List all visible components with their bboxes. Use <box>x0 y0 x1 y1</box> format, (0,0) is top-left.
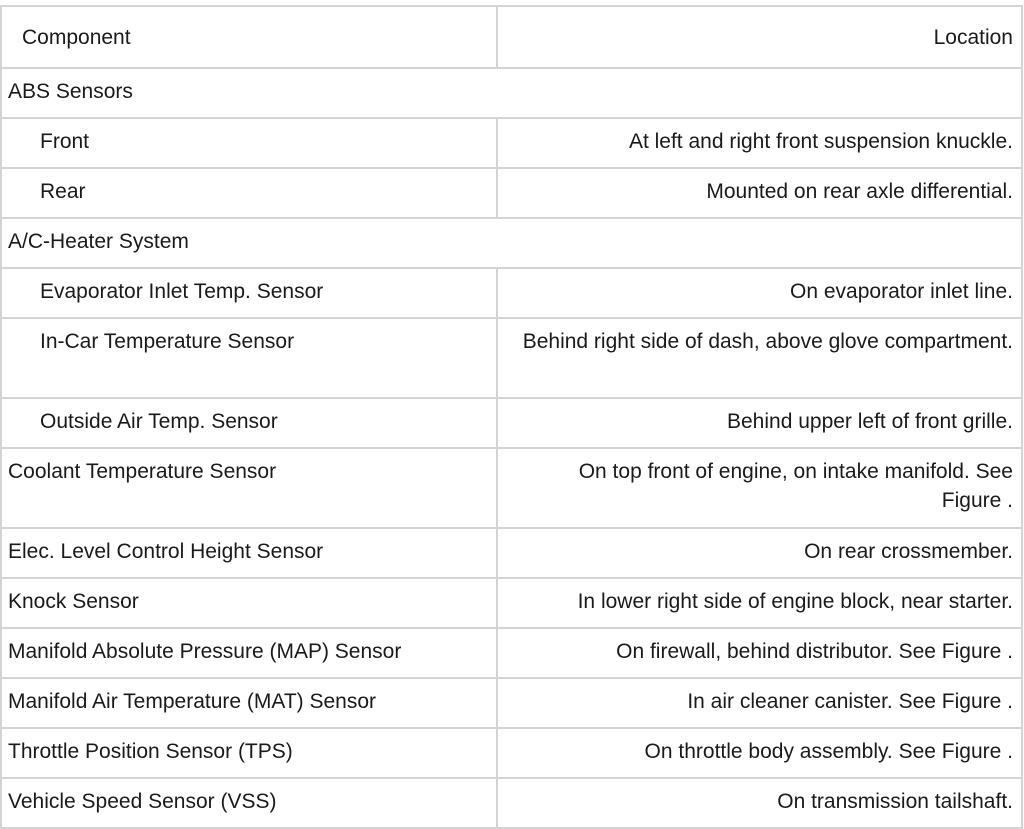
location-cell: On throttle body assembly. See Figure . <box>497 728 1022 778</box>
table-row <box>1 168 1022 218</box>
table-row <box>1 398 1022 448</box>
component-cell: Manifold Absolute Pressure (MAP) Sensor <box>1 628 497 678</box>
component-cell: Vehicle Speed Sensor (VSS) <box>1 778 497 828</box>
location-cell: On firewall, behind distributor. See Figure . <box>497 628 1022 678</box>
header-component: Component <box>1 6 497 68</box>
component-cell: Knock Sensor <box>1 578 497 628</box>
table-row <box>1 268 1022 318</box>
component-cell: Elec. Level Control Height Sensor <box>1 528 497 578</box>
group-row <box>1 218 1022 268</box>
component-cell: Rear <box>1 168 497 218</box>
location-cell: In air cleaner canister. See Figure . <box>497 678 1022 728</box>
component-cell: Front <box>1 118 497 168</box>
header-location: Location <box>497 6 1022 68</box>
location-cell: Behind upper left of front grille. <box>497 398 1022 448</box>
location-cell: In lower right side of engine block, near starter. <box>497 578 1022 628</box>
group-row <box>1 68 1022 118</box>
group-label: ABS Sensors <box>1 68 1022 118</box>
location-cell: Behind right side of dash, above glove compartment. <box>497 318 1022 398</box>
table-row <box>1 628 1022 678</box>
table-row <box>1 778 1022 828</box>
location-cell: On transmission tailshaft. <box>497 778 1022 828</box>
location-cell: At left and right front suspension knuckle. <box>497 118 1022 168</box>
component-cell: Throttle Position Sensor (TPS) <box>1 728 497 778</box>
table-row <box>1 728 1022 778</box>
location-cell: On evaporator inlet line. <box>497 268 1022 318</box>
location-cell: Mounted on rear axle differential. <box>497 168 1022 218</box>
component-location-table <box>0 5 1023 829</box>
component-cell: In-Car Temperature Sensor <box>1 318 497 398</box>
table-row <box>1 448 1022 528</box>
table-row <box>1 118 1022 168</box>
table-row <box>1 678 1022 728</box>
group-label: A/C-Heater System <box>1 218 1022 268</box>
table-row <box>1 528 1022 578</box>
location-cell: On rear crossmember. <box>497 528 1022 578</box>
header-row <box>1 6 1022 68</box>
component-cell: Evaporator Inlet Temp. Sensor <box>1 268 497 318</box>
component-cell: Manifold Air Temperature (MAT) Sensor <box>1 678 497 728</box>
table-row <box>1 318 1022 398</box>
location-cell: On top front of engine, on intake manifold. See Figure . <box>497 448 1022 528</box>
component-cell: Outside Air Temp. Sensor <box>1 398 497 448</box>
component-cell: Coolant Temperature Sensor <box>1 448 497 528</box>
table-row <box>1 578 1022 628</box>
